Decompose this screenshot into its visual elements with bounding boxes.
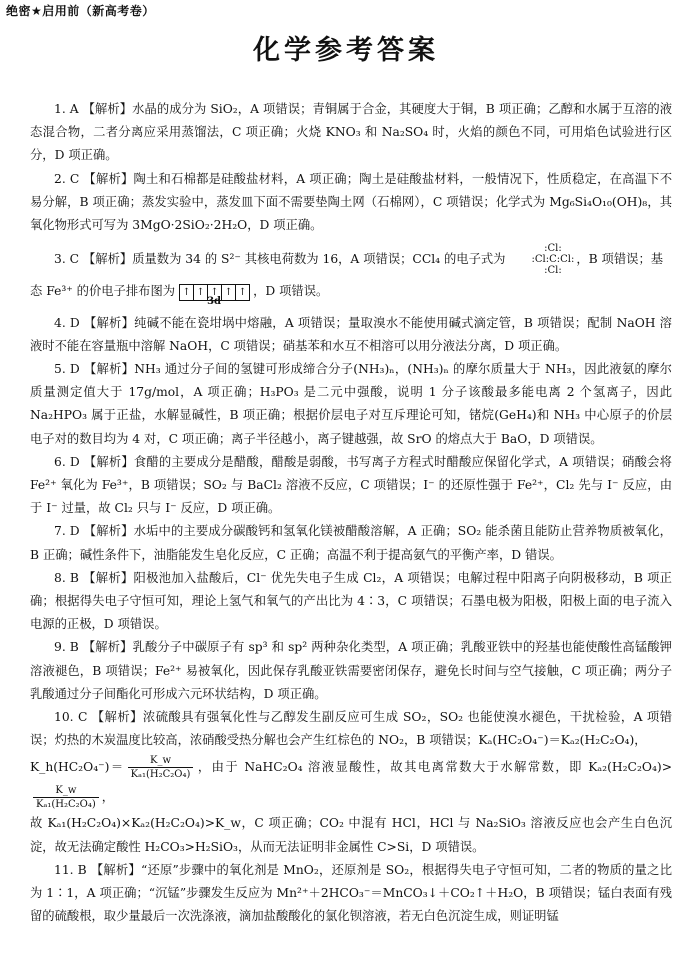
answer-text: ，由于 NaHC₂O₄ 溶液显酸性，故其电离常数大于水解常数，即 Kₐ₂(H₂C₂O₄)> (196, 760, 673, 775)
analysis-tag: 【解析】 (82, 640, 133, 655)
answer-text: 陶土和石棉都是硅酸盐材料，A 项正确；陶土是硅酸盐材料，一般情况下，性质稳定，在高温下不易分解，B 项正确；蒸发实验中，蒸发皿下面不需要垫陶土网（石棉网），C 项错误；化学式为 Mg₆Si₄O₁₀(OH)₈，其氧化物形式可写为 3MgO·2SiO₂·2H₂O，D 项正确。 (30, 171, 672, 233)
answer-item-11 (30, 859, 672, 929)
orbital-box: ↑ (179, 284, 194, 301)
analysis-tag: 【解析】 (83, 570, 134, 585)
page-title: 化学参考答案 (253, 35, 439, 66)
answer-number: 11. B (54, 862, 87, 877)
confidential-label: 绝密★启用前（新高考卷） (6, 4, 155, 18)
answer-text: 态 Fe³⁺ 的价电子排布图为 (30, 284, 176, 299)
analysis-tag: 【解析】 (83, 524, 134, 539)
answer-text: “还原”步骤中的氧化剂是 MnO₂，还原剂是 SO₂，根据得失电子守恒可知，二者的物质的量之比为 1∶1，A 项正确；“沉锰”步骤发生反应为 Mn²⁺＋2HCO₃⁻＝MnCO₃↓＋CO₂↑＋H₂O，B 项错误；锰白表面有残留的硫酸根，取少量最后一次洗涤液，滴加盐酸酸化的氯化钡溶液，若无白色沉淀生成，则证明锰 (30, 862, 672, 924)
answer-text: 阳极池加入盐酸后，Cl⁻ 优先失电子生成 Cl₂，A 项错误；电解过程中阳离子向阴极移动，B 项正确；根据得失电子守恒可知，理论上氢气和氧气的产出比为 4∶3，C 项错误；石墨电极为阳极，阳极上面的电子流入电源的正极，D 项错误。 (30, 570, 672, 632)
answer-number: 4. D (54, 315, 80, 330)
answer-item-3-cont (30, 280, 672, 308)
orbital-label: 3d (207, 296, 222, 308)
answer-text: 浓硫酸具有强氧化性与乙醇发生副反应可生成 SO₂，SO₂ 也能使溴水褪色，干扰检验，A 项错误；灼热的木炭温度比较高，浓硝酸受热分解也会产生红棕色的 NO₂，B 项错误；Kₐ(HC₂O₄⁻)＝Kₐ₂(H₂C₂O₄)， (30, 709, 672, 748)
answer-number: 1. A (54, 102, 79, 116)
lewis-mid: :Cl:C:Cl: (531, 254, 575, 266)
answer-item-6 (30, 451, 672, 521)
answer-text: 水垢中的主要成分碳酸钙和氢氧化镁被醋酸溶解，A 正确；SO₂ 能杀菌且能防止营养物质被氧化，B 正确；碱性条件下，油脂能发生皂化反应，C 正确；高温不利于提高氨气的平衡产率，D 错误。 (30, 524, 672, 562)
answer-number: 5. D (54, 361, 80, 376)
answer-number: 2. C (54, 171, 80, 186)
answer-number: 8. B (54, 570, 79, 585)
answer-number: 9. B (54, 640, 79, 655)
answer-number: 3. C (54, 252, 80, 267)
fraction-kw-ka1 (33, 784, 99, 811)
answer-item-2 (30, 168, 672, 238)
ccl4-lewis-structure (507, 243, 574, 276)
orbital-box: ↑ (193, 284, 208, 301)
lewis-top: :Cl: (544, 243, 562, 255)
answer-text: NH₃ 通过分子间的氢键可形成缔合分子(NH₃)ₙ，(NH₃)ₙ 的摩尔质量大于 NH₃，因此液氨的摩尔质量测定值大于 17g/mol，A 项正确；H₃PO₃ 是二元中强酸，说明 1 分子该酸最多能电离 2 个氢离子，因此 Na₂HPO₃ 属于正盐，水解显碱性，B 项正确；根据价层电子对互斥理论可知，锗烷(GeH₄)和 NH₃ 中心原子的价层电子对的数目均为 4 对，C 项正确；离子半径越小，离子键越强，故 SrO 的熔点大于 BaO，D 项错误。 (30, 361, 672, 446)
fraction-numerator: K_w (33, 784, 99, 798)
fraction-denominator: Kₐ₁(H₂C₂O₄) (36, 799, 96, 811)
answer-text: ， (101, 790, 115, 805)
lewis-bottom: :Cl: (544, 265, 562, 277)
fraction-kw-ka1 (128, 754, 194, 781)
answer-text: 乳酸分子中碳原子有 sp³ 和 sp² 两种杂化类型，A 项正确；乳酸亚铁中的羟基也能使酸性高锰酸钾溶液褪色，B 项错误；Fe²⁺ 易被氧化，因此保存乳酸亚铁需要密闭保存，避免长时间与空气接触，C 项正确；两分子乳酸通过分子间酯化可形成六元环状结构，D 项正确。 (30, 640, 672, 701)
analysis-tag: 【解析】 (83, 361, 135, 376)
analysis-tag: 【解析】 (83, 315, 135, 330)
orbital-box: ↑ (207, 284, 222, 301)
answer-document (30, 98, 672, 928)
analysis-tag: 【解析】 (82, 102, 133, 116)
answer-text: 纯碱不能在瓷坩埚中熔融，A 项错误；量取溴水不能使用碱式滴定管，B 项错误；配制 NaOH 溶液时不能在容量瓶中溶解 NaOH，C 项错误；硝基苯和水互不相溶可以用分液法分离，D 项正确。 (30, 315, 672, 353)
answer-item-1 (30, 98, 672, 168)
answer-item-8 (30, 567, 672, 637)
analysis-tag: 【解析】 (91, 709, 143, 724)
answer-text: 质量数为 34 的 S²⁻ 其核电荷数为 16，A 项错误；CCl₄ 的电子式为 (132, 252, 506, 267)
fraction-denominator: Kₐ₁(H₂C₂O₄) (130, 769, 191, 781)
fraction-numerator: K_w (128, 754, 194, 768)
analysis-tag: 【解析】 (82, 252, 133, 267)
answer-number: 6. D (54, 454, 80, 469)
answer-text: ，B 项错误；基 (576, 252, 664, 267)
orbital-diagram (179, 280, 249, 308)
answer-item-7 (30, 520, 672, 566)
orbital-box: ↑ (221, 284, 236, 301)
answer-item-10 (30, 706, 672, 752)
answer-item-4 (30, 312, 672, 358)
answer-item-10-formula (30, 752, 672, 812)
answer-number: 10. C (54, 709, 88, 724)
answer-text: K_h(HC₂O₄⁻)＝ (30, 760, 125, 775)
answer-text: ，D 项错误。 (253, 284, 329, 299)
answer-item-3 (30, 243, 672, 276)
answer-item-9 (30, 636, 672, 706)
answer-item-5 (30, 358, 672, 451)
answer-text: 水晶的成分为 SiO₂，A 项错误；青铜属于合金，其硬度大于铜，B 项正确；乙醇和水属于互溶的液态混合物，二者分离应采用蒸馏法，C 项正确；火烧 KNO₃ 和 Na₂SO₄ 时，火焰的颜色不同，可用焰色试验进行区分，D 项正确。 (30, 102, 672, 163)
orbital-box: ↑ (235, 284, 250, 301)
analysis-tag: 【解析】 (90, 862, 141, 877)
analysis-tag: 【解析】 (83, 454, 134, 469)
answer-text: 食醋的主要成分是醋酸，醋酸是弱酸，书写离子方程式时醋酸应保留化学式，A 项错误；硝酸会将 Fe²⁺ 氧化为 Fe³⁺，B 项错误；SO₂ 与 BaCl₂ 溶液不反应，C 项错误；I⁻ 的还原性强于 Fe²⁺，Cl₂ 先与 I⁻ 反应，由于 I⁻ 过量，故 Cl₂ 只与 I⁻ 反应，D 项正确。 (30, 454, 672, 516)
answer-item-10-cont (30, 812, 672, 858)
answer-number: 7. D (54, 524, 80, 539)
analysis-tag: 【解析】 (83, 171, 134, 186)
answer-text: 故 Kₐ₁(H₂C₂O₄)×Kₐ₂(H₂C₂O₄)>K_w，C 项正确；CO₂ 中混有 HCl，HCl 与 Na₂SiO₃ 溶液反应也会产生白色沉淀，故无法确定酸性 H₂CO₃>H₂SiO₃，从而无法证明非金属性 C>Si，D 项错误。 (30, 816, 672, 854)
